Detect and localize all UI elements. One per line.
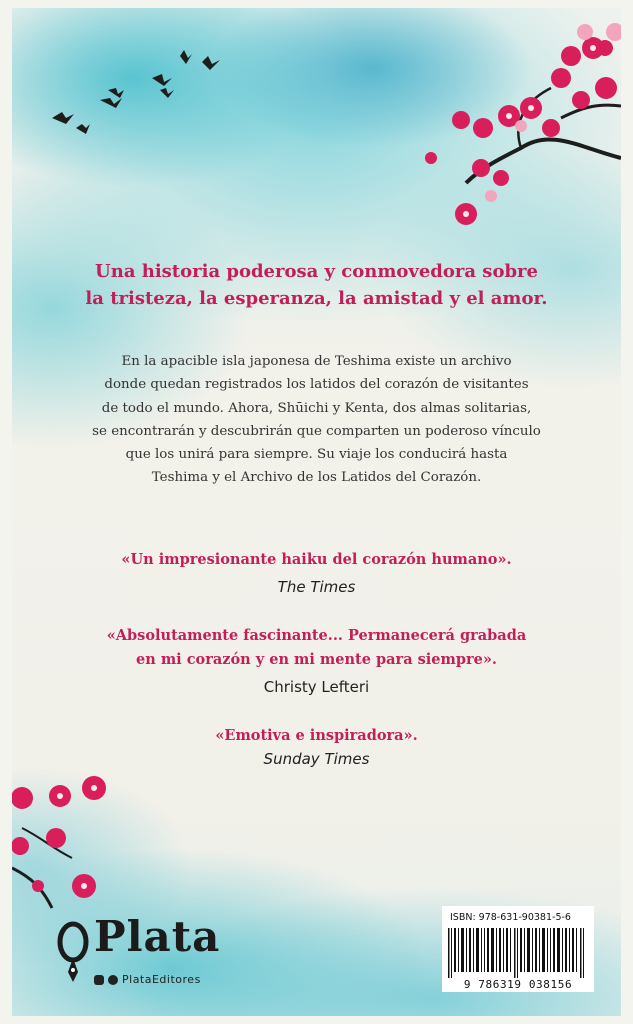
review-quote-line: «Un impresionante haiku del corazón humano». [121,551,512,568]
isbn-barcode [442,906,594,992]
review-quote [12,624,621,672]
synopsis-line: donde quedan registrados los latidos del corazón de visitantes [104,377,529,393]
synopsis-line: se encontrarán y descubrirán que comparten un poderoso vínculo [92,423,541,439]
headline-line: la tristeza, la esperanza, la amistad y el amor. [85,288,548,309]
instagram-icon [94,975,104,985]
synopsis-line: Teshima y el Archivo de los Latidos del Corazón. [151,470,482,486]
review-quote [12,724,621,748]
publisher-logo [56,912,296,998]
publisher-handle: PlataEditores [122,973,201,986]
headline [12,258,621,312]
headline-line: Una historia poderosa y conmovedora sobre [95,261,538,282]
review-source: Sunday Times [263,750,370,768]
isbn-label: ISBN: 978-631-90381-5-6 [450,912,571,923]
review-quote-line: en mi corazón y en mi mente para siempre». [136,651,497,668]
facebook-icon [108,975,118,985]
synopsis [12,350,621,490]
synopsis-line: En la apacible isla japonesa de Teshima existe un archivo [121,354,512,369]
review-quote [12,548,621,572]
cherry-blossom-branch-top [371,8,621,238]
synopsis-line: de todo el mundo. Ahora, Shūichi y Kenta, dos almas solitarias, [101,400,532,416]
review-source: Christy Lefteri [263,678,370,696]
cherry-blossom-branch-bottom [12,768,132,918]
review-quote-line: «Emotiva e inspiradora». [215,727,418,744]
barcode-digits: 9 786319 038156 [463,978,573,991]
book-back-cover [12,8,621,1016]
review-quote-line: «Absolutamente fascinante... Permanecerá grabada [106,627,527,644]
review-source: The Times [277,578,356,596]
synopsis-line: que los unirá para siempre. Su viaje los conducirá hasta [125,447,508,463]
pen-nib-icon [56,920,90,982]
flying-birds-illustration [52,48,252,148]
barcode-bars [448,928,588,978]
publisher-name: Plata [94,912,221,961]
